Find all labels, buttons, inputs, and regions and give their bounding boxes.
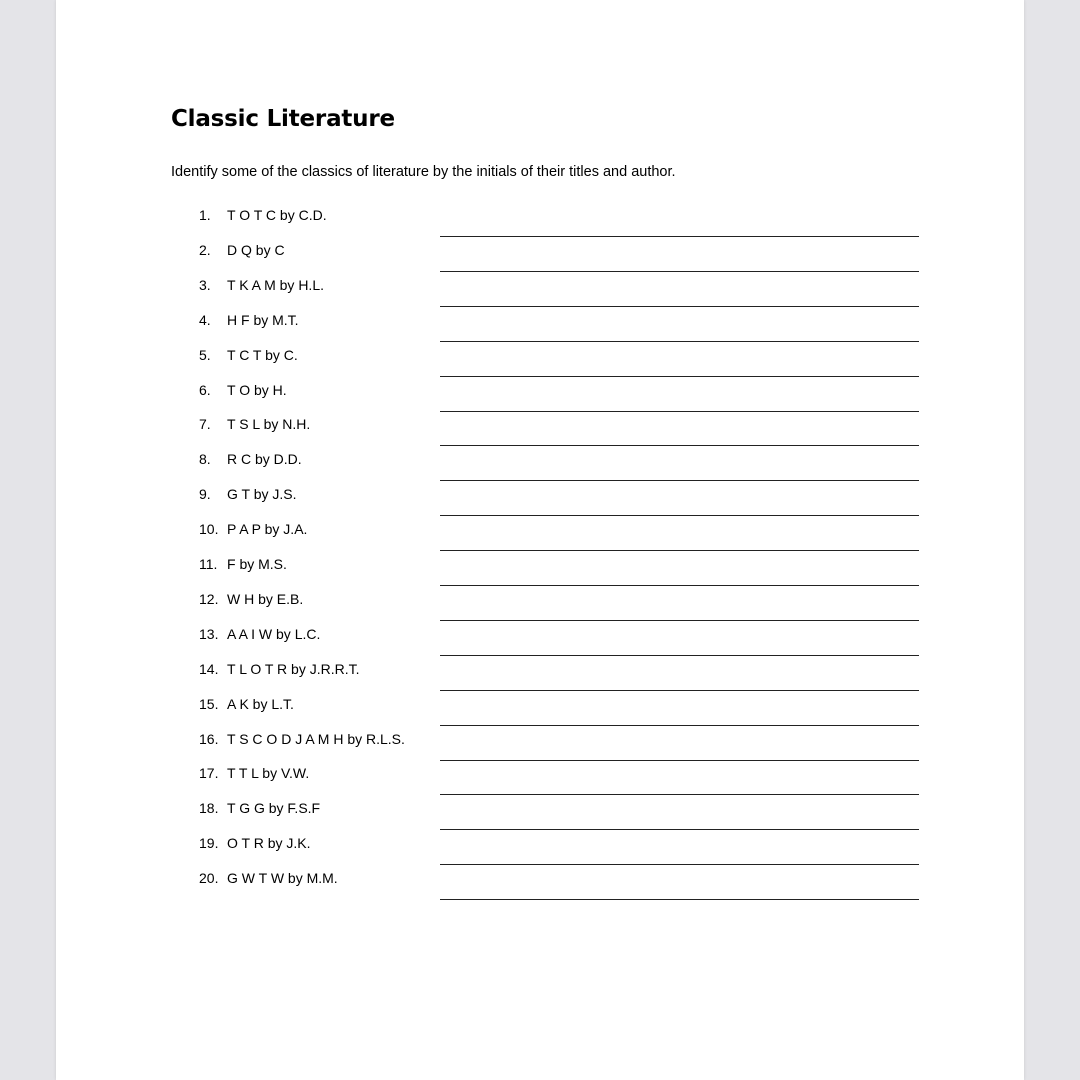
question-text: P A P by J.A. (227, 521, 308, 538)
question-number: 6. (199, 381, 211, 398)
question-text: T O by H. (227, 381, 287, 398)
answer-line (440, 585, 919, 586)
question-number: 8. (199, 451, 211, 468)
question-text: T T L by V.W. (227, 765, 310, 782)
page-title: Classic Literature (171, 106, 395, 132)
question-text: T L O T R by J.R.R.T. (227, 660, 360, 677)
answer-line (440, 864, 919, 865)
answer-line (440, 655, 919, 656)
question-text: F by M.S. (227, 556, 287, 572)
question-text: R C by D.D. (227, 451, 302, 468)
answer-line (440, 899, 919, 900)
question-item (199, 416, 310, 432)
answer-line (440, 725, 919, 726)
question-item (199, 521, 307, 537)
question-item (199, 800, 320, 816)
question-item (199, 591, 303, 607)
answer-line (440, 236, 919, 237)
question-number: 9. (199, 486, 211, 503)
question-item (199, 277, 324, 293)
question-item (199, 312, 299, 328)
answer-line (440, 690, 919, 691)
question-text: T G G by F.S.F (227, 800, 321, 817)
answer-line (440, 794, 919, 795)
answer-line (440, 480, 919, 481)
question-item (199, 347, 298, 363)
question-number: 10. (199, 521, 219, 538)
answer-line (440, 515, 919, 516)
question-number: 15. (199, 695, 219, 712)
question-number: 5. (199, 346, 211, 363)
question-text: D Q by C (227, 241, 285, 258)
question-number: 12. (199, 590, 219, 607)
question-item (199, 451, 302, 467)
question-item (199, 835, 311, 851)
answer-line (440, 445, 919, 446)
question-text: W H by E.B. (227, 590, 304, 607)
answer-line (440, 829, 919, 830)
question-number: 20. (199, 870, 219, 887)
question-text: A K by L.T. (227, 695, 294, 712)
answer-line (440, 760, 919, 761)
question-text: H F by M.T. (227, 311, 299, 328)
question-item (199, 242, 285, 258)
question-number: 1. (199, 207, 211, 223)
question-number: 3. (199, 276, 211, 293)
question-number: 18. (199, 800, 219, 817)
question-number: 11. (199, 556, 218, 572)
answer-line (440, 341, 919, 342)
question-text: G W T W by M.M. (227, 870, 338, 887)
question-text: A A I W by L.C. (227, 625, 321, 642)
question-text: G T by J.S. (227, 486, 297, 503)
question-text: O T R by J.K. (227, 835, 311, 852)
answer-line (440, 411, 919, 412)
document-page (56, 0, 1024, 1080)
question-text: T S L by N.H. (227, 416, 311, 433)
question-number: 19. (199, 835, 219, 852)
question-number: 4. (199, 311, 211, 328)
question-number: 13. (199, 625, 219, 642)
question-item (199, 207, 327, 223)
question-item (199, 765, 309, 781)
question-text: T S C O D J A M H by R.L.S. (227, 730, 405, 747)
question-number: 7. (199, 416, 211, 433)
answer-line (440, 271, 919, 272)
instructions-text: Identify some of the classics of literature by the initials of their titles and author. (171, 164, 676, 180)
question-text: T K A M by H.L. (227, 276, 325, 293)
answer-line (440, 620, 919, 621)
question-number: 2. (199, 241, 211, 258)
question-item (199, 556, 287, 572)
question-item (199, 486, 297, 502)
question-item (199, 382, 287, 398)
question-item (199, 870, 338, 886)
answer-line (440, 376, 919, 377)
question-item (199, 626, 320, 642)
answer-line (440, 306, 919, 307)
question-text: T C T by C. (227, 346, 298, 363)
answer-line (440, 550, 919, 551)
question-item (199, 661, 360, 677)
question-text: T O T C by C.D. (227, 207, 327, 223)
question-item (199, 696, 294, 712)
question-item (199, 731, 405, 747)
question-number: 17. (199, 765, 219, 782)
question-number: 16. (199, 730, 219, 747)
question-number: 14. (199, 660, 219, 677)
